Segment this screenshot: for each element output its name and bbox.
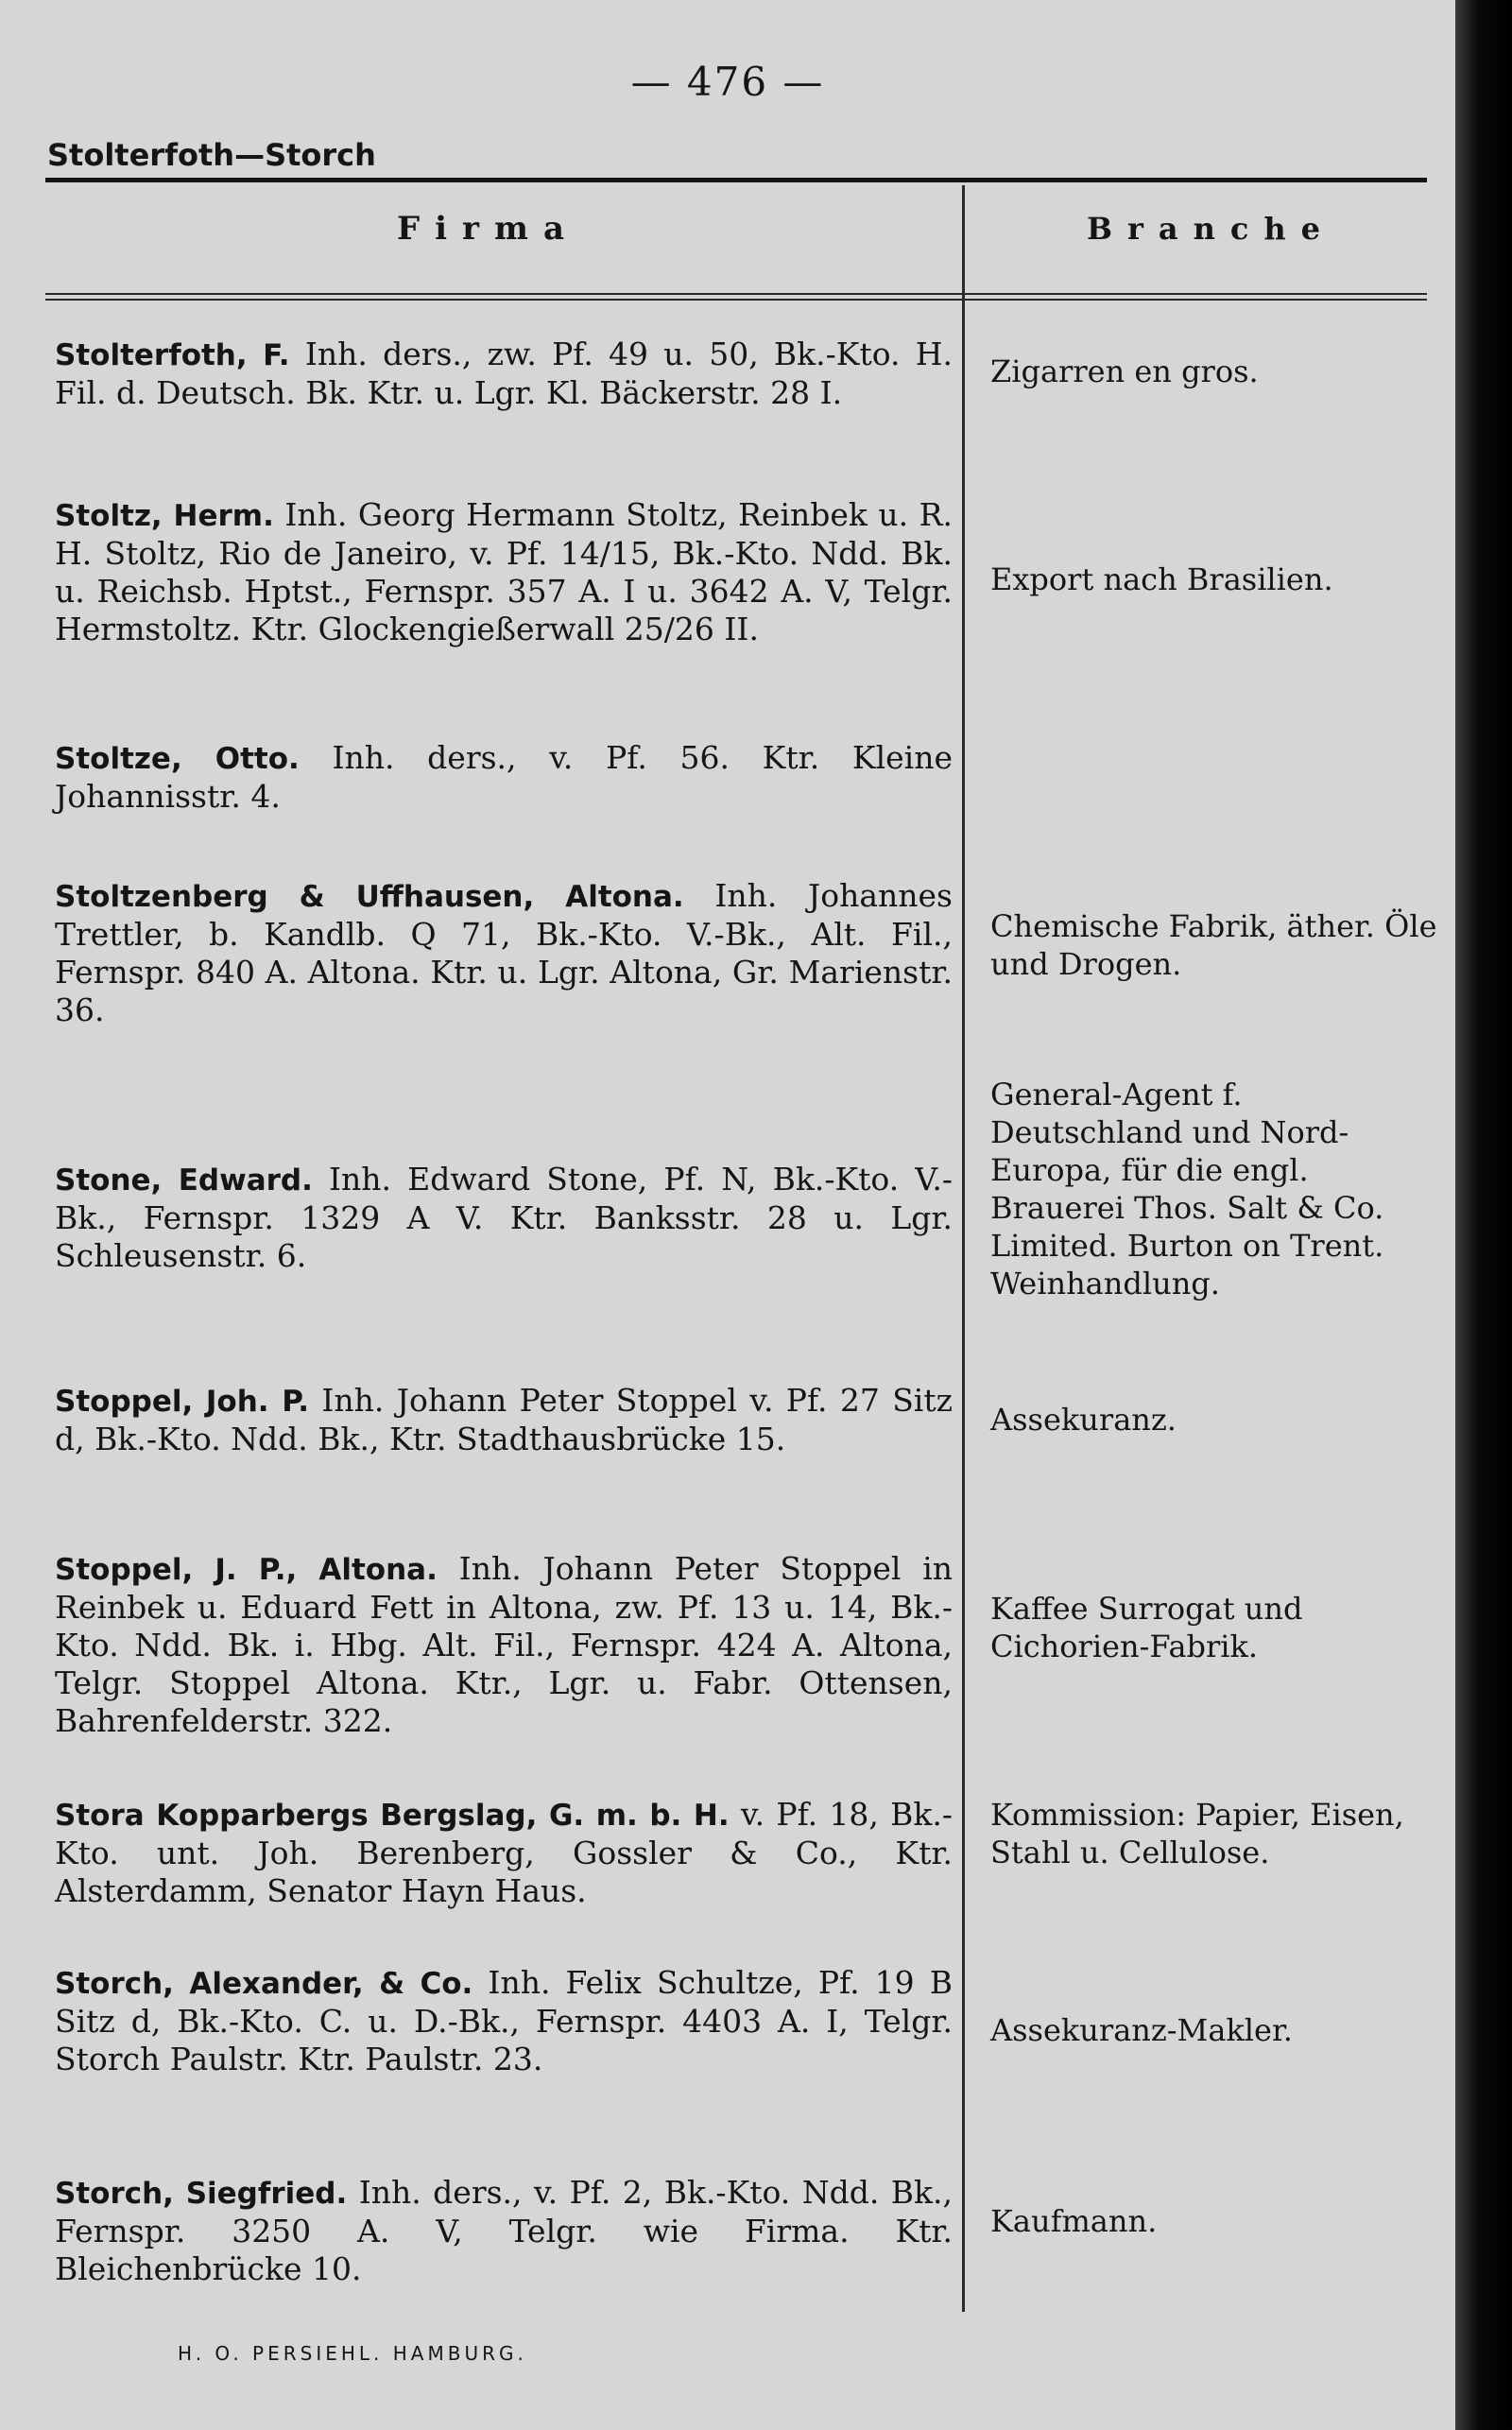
firm-details: Inh. Edward Stone, Pf. N, Bk.-Kto. V.-Bk., Fernspr. 1329 A V. Ktr. Banksstr. 28 u. Lgr. Schleusenstr. 6.: [55, 1161, 953, 1274]
branche-cell: Zigarren en gros.: [990, 353, 1259, 389]
firm-name: Stora Kopparbergs Bergslag, G. m. b. H.: [55, 1799, 730, 1833]
firm-cell: [55, 1161, 953, 1275]
firm-name: Stoppel, Joh. P.: [55, 1385, 310, 1419]
firm-name: Stoppel, J. P., Altona.: [55, 1553, 438, 1587]
firm-cell: [55, 336, 953, 412]
branche-cell: Chemische Fabrik, äther. Öle und Drogen.: [990, 908, 1437, 982]
branche-cell: Assekuranz.: [990, 1402, 1177, 1438]
firm-name: Stone, Edward.: [55, 1163, 313, 1198]
firm-details: Inh. ders., zw. Pf. 49 u. 50, Bk.-Kto. H. Fil. d. Deutsch. Bk. Ktr. u. Lgr. Kl. Bäckerstr. 28 I.: [55, 336, 953, 411]
firm-cell: [55, 496, 953, 648]
firm-cell: [55, 739, 953, 816]
page-edge-shadow: [1455, 0, 1512, 2430]
branche-cell: Kommission: Papier, Eisen, Stahl u. Cellulose.: [990, 1797, 1404, 1870]
firm-details: Inh. Johannes Trettler, b. Kandlb. Q 71, Bk.-Kto. V.-Bk., Alt. Fil., Fernspr. 840 A. Altona. Ktr. u. Lgr. Altona, Gr. Marienstr. 36.: [55, 877, 953, 1028]
firm-details: Inh. Johann Peter Stoppel v. Pf. 27 Sitz d, Bk.-Kto. Ndd. Bk., Ktr. Stadthausbrücke 15.: [55, 1382, 953, 1457]
column-header-branche: Branche: [1087, 211, 1336, 247]
column-header-firma: Firma: [397, 210, 579, 248]
branche-cell: Assekuranz-Makler.: [990, 2012, 1293, 2048]
branche-cell: Kaufmann.: [990, 2203, 1158, 2239]
firm-details: Inh. Johann Peter Stoppel in Reinbek u. Eduard Fett in Altona, zw. Pf. 13 u. 14, Bk.-Kto. Ndd. Bk. i. Hbg. Alt. Fil., Fernspr. 424 A. Altona, Telgr. Stoppel Altona. Ktr., Lgr. u. Fabr. Ottensen, Bahrenfelderstr. 322.: [55, 1550, 953, 1739]
firm-details: Inh. ders., v. Pf. 56. Ktr. Kleine Johannisstr. 4.: [55, 739, 953, 815]
firm-name: Stoltzenberg & Uffhausen, Altona.: [55, 880, 684, 914]
branche-cell: Export nach Brasilien.: [990, 561, 1333, 597]
firm-details: Inh. Georg Hermann Stoltz, Reinbek u. R. H. Stoltz, Rio de Janeiro, v. Pf. 14/15, Bk.-Kto. Ndd. Bk. u. Reichsb. Hptst., Fernspr. 357 A. I u. 3642 A. V, Telgr. Hermstoltz. Ktr. Glockengießerwall 25/26 II.: [55, 496, 953, 647]
firm-name: Stoltze, Otto.: [55, 742, 300, 776]
firm-details: Inh. ders., v. Pf. 2, Bk.-Kto. Ndd. Bk., Fernspr. 3250 A. V, Telgr. wie Firma. Ktr. Bleichenbrücke 10.: [55, 2174, 953, 2287]
firm-name: Stoltz, Herm.: [55, 499, 274, 533]
branche-cell: Kaffee Surrogat und Cichorien-Fabrik.: [990, 1591, 1303, 1664]
firm-details: v. Pf. 18, Bk.-Kto. unt. Joh. Berenberg, Gossler & Co., Ktr. Alsterdamm, Senator Hayn Haus.: [55, 1796, 953, 1909]
firm-cell: [55, 1964, 953, 2078]
firm-cell: [55, 2174, 953, 2288]
column-divider: [962, 185, 965, 2312]
header-rule: [45, 178, 1427, 182]
firm-name: Storch, Siegfried.: [55, 2177, 348, 2211]
firm-name: Storch, Alexander, & Co.: [55, 1967, 473, 2001]
firm-cell: [55, 1382, 953, 1458]
firm-details: Inh. Felix Schultze, Pf. 19 B Sitz d, Bk.-Kto. C. u. D.-Bk., Fernspr. 4403 A. I, Telgr. Storch Paulstr. Ktr. Paulstr. 23.: [55, 1964, 953, 2077]
printer-imprint: H. O. PERSIEHL. HAMBURG.: [178, 2342, 527, 2365]
running-head: Stolterfoth—Storch: [47, 137, 376, 173]
firm-cell: [55, 1796, 953, 1910]
branche-cell: General-Agent f. Deutschland und Nord-Europa, für die engl. Brauerei Thos. Salt & Co. Limited. Burton on Trent. Weinhandlung.: [990, 1077, 1384, 1301]
firm-cell: [55, 1550, 953, 1740]
column-header-rule: [45, 293, 1427, 301]
firm-cell: [55, 877, 953, 1029]
firm-name: Stolterfoth, F.: [55, 338, 290, 372]
page-number: — 476 —: [630, 59, 825, 105]
